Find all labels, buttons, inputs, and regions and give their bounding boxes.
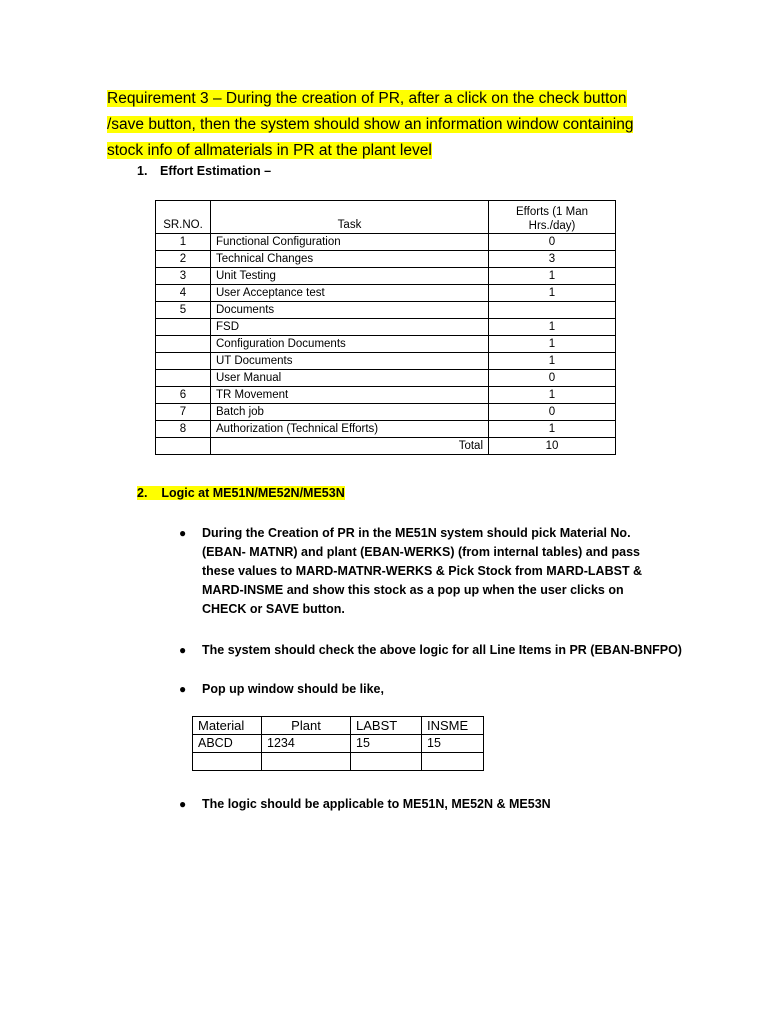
- effort-estimation-table: [155, 200, 616, 455]
- cell-task: Configuration Documents: [211, 336, 489, 353]
- bullet-item: [177, 795, 672, 814]
- table-row: [156, 336, 616, 353]
- cell-sr: 7: [156, 404, 211, 421]
- table-row: [156, 319, 616, 336]
- cell-effort: 0: [489, 234, 616, 251]
- table-row: [156, 404, 616, 421]
- bullet-item: [177, 524, 672, 619]
- cell-sr: 2: [156, 251, 211, 268]
- bullet-line: CHECK or SAVE button.: [202, 602, 345, 616]
- cell-task: Authorization (Technical Efforts): [211, 421, 489, 438]
- cell-task: Batch job: [211, 404, 489, 421]
- cell-sr: 1: [156, 234, 211, 251]
- bullet-item: [177, 641, 702, 660]
- table-row: [156, 387, 616, 404]
- cell-task: UT Documents: [211, 353, 489, 370]
- cell-sr: [156, 353, 211, 370]
- section-title: Logic at ME51N/ME52N/ME53N: [161, 486, 345, 500]
- cell-effort: 0: [489, 404, 616, 421]
- cell-effort: 1: [489, 285, 616, 302]
- bullet-line: During the Creation of PR in the ME51N system should pick Material No.: [202, 526, 631, 540]
- cell-task: Technical Changes: [211, 251, 489, 268]
- requirement-line-1: Requirement 3 – During the creation of PR, after a click on the check button: [107, 90, 627, 107]
- total-label: Total: [211, 438, 489, 455]
- table-row: [193, 753, 484, 771]
- header-task: Task: [211, 201, 489, 234]
- requirement-line-3: stock info of allmaterials in PR at the plant level: [107, 142, 432, 159]
- cell-sr: 4: [156, 285, 211, 302]
- table-row: [193, 735, 484, 753]
- cell-sr: [156, 336, 211, 353]
- header-plant: Plant: [262, 717, 351, 735]
- bullet-line: (EBAN- MATNR) and plant (EBAN-WERKS) (from internal tables) and pass: [202, 545, 640, 559]
- cell-task: Documents: [211, 302, 489, 319]
- cell-task: TR Movement: [211, 387, 489, 404]
- cell-effort: 3: [489, 251, 616, 268]
- bullet-line: these values to MARD-MATNR-WERKS & Pick Stock from MARD-LABST &: [202, 564, 643, 578]
- cell-empty: [156, 438, 211, 455]
- cell-labst: 15: [351, 735, 422, 753]
- table-row: [156, 353, 616, 370]
- table-row: [156, 234, 616, 251]
- table-header-row: [193, 717, 484, 735]
- cell-effort: 1: [489, 387, 616, 404]
- cell-effort: 1: [489, 421, 616, 438]
- header-sr-no: SR.NO.: [156, 201, 211, 234]
- cell-task: User Acceptance test: [211, 285, 489, 302]
- section-number: 2.: [137, 486, 148, 500]
- requirement-statement: [107, 86, 647, 164]
- section-number: 1.: [137, 164, 148, 178]
- total-value: 10: [489, 438, 616, 455]
- cell-plant: [262, 753, 351, 771]
- cell-material: [193, 753, 262, 771]
- cell-effort: 1: [489, 319, 616, 336]
- cell-material: ABCD: [193, 735, 262, 753]
- table-row: [156, 370, 616, 387]
- header-material: Material: [193, 717, 262, 735]
- bullet-item: [177, 680, 672, 699]
- section-title: Effort Estimation –: [160, 164, 272, 178]
- header-efforts: Efforts (1 Man Hrs./day): [489, 201, 616, 234]
- cell-task: FSD: [211, 319, 489, 336]
- cell-sr: [156, 319, 211, 336]
- cell-sr: 3: [156, 268, 211, 285]
- section-effort-heading: [137, 164, 271, 178]
- table-row: [156, 251, 616, 268]
- table-header-row: [156, 201, 616, 234]
- cell-labst: [351, 753, 422, 771]
- bullet-line: MARD-INSME and show this stock as a pop up when the user clicks on: [202, 583, 624, 597]
- cell-effort: 1: [489, 268, 616, 285]
- section-logic-highlight: [137, 486, 345, 500]
- bullet-line: The logic should be applicable to ME51N, ME52N & ME53N: [202, 797, 551, 811]
- popup-example-table: [192, 716, 484, 771]
- header-insme: INSME: [422, 717, 484, 735]
- table-row: [156, 302, 616, 319]
- cell-effort: [489, 302, 616, 319]
- header-labst: LABST: [351, 717, 422, 735]
- bullet-icon: ●: [179, 643, 187, 657]
- table-row: [156, 285, 616, 302]
- bullet-icon: ●: [179, 797, 187, 811]
- bullet-icon: ●: [179, 526, 187, 540]
- table-row: [156, 421, 616, 438]
- cell-sr: 8: [156, 421, 211, 438]
- cell-sr: 5: [156, 302, 211, 319]
- table-total-row: [156, 438, 616, 455]
- bullet-icon: ●: [179, 682, 187, 696]
- cell-task: Unit Testing: [211, 268, 489, 285]
- cell-effort: 1: [489, 336, 616, 353]
- cell-task: User Manual: [211, 370, 489, 387]
- bullet-line: The system should check the above logic for all Line Items in PR (EBAN-BNFPO): [202, 643, 682, 657]
- cell-insme: [422, 753, 484, 771]
- requirement-line-2: /save button, then the system should show an information window containing: [107, 116, 634, 133]
- cell-task: Functional Configuration: [211, 234, 489, 251]
- cell-effort: 1: [489, 353, 616, 370]
- cell-sr: 6: [156, 387, 211, 404]
- cell-effort: 0: [489, 370, 616, 387]
- table-row: [156, 268, 616, 285]
- bullet-line: Pop up window should be like,: [202, 682, 384, 696]
- cell-insme: 15: [422, 735, 484, 753]
- section-logic-heading: [137, 486, 345, 500]
- cell-sr: [156, 370, 211, 387]
- cell-plant: 1234: [262, 735, 351, 753]
